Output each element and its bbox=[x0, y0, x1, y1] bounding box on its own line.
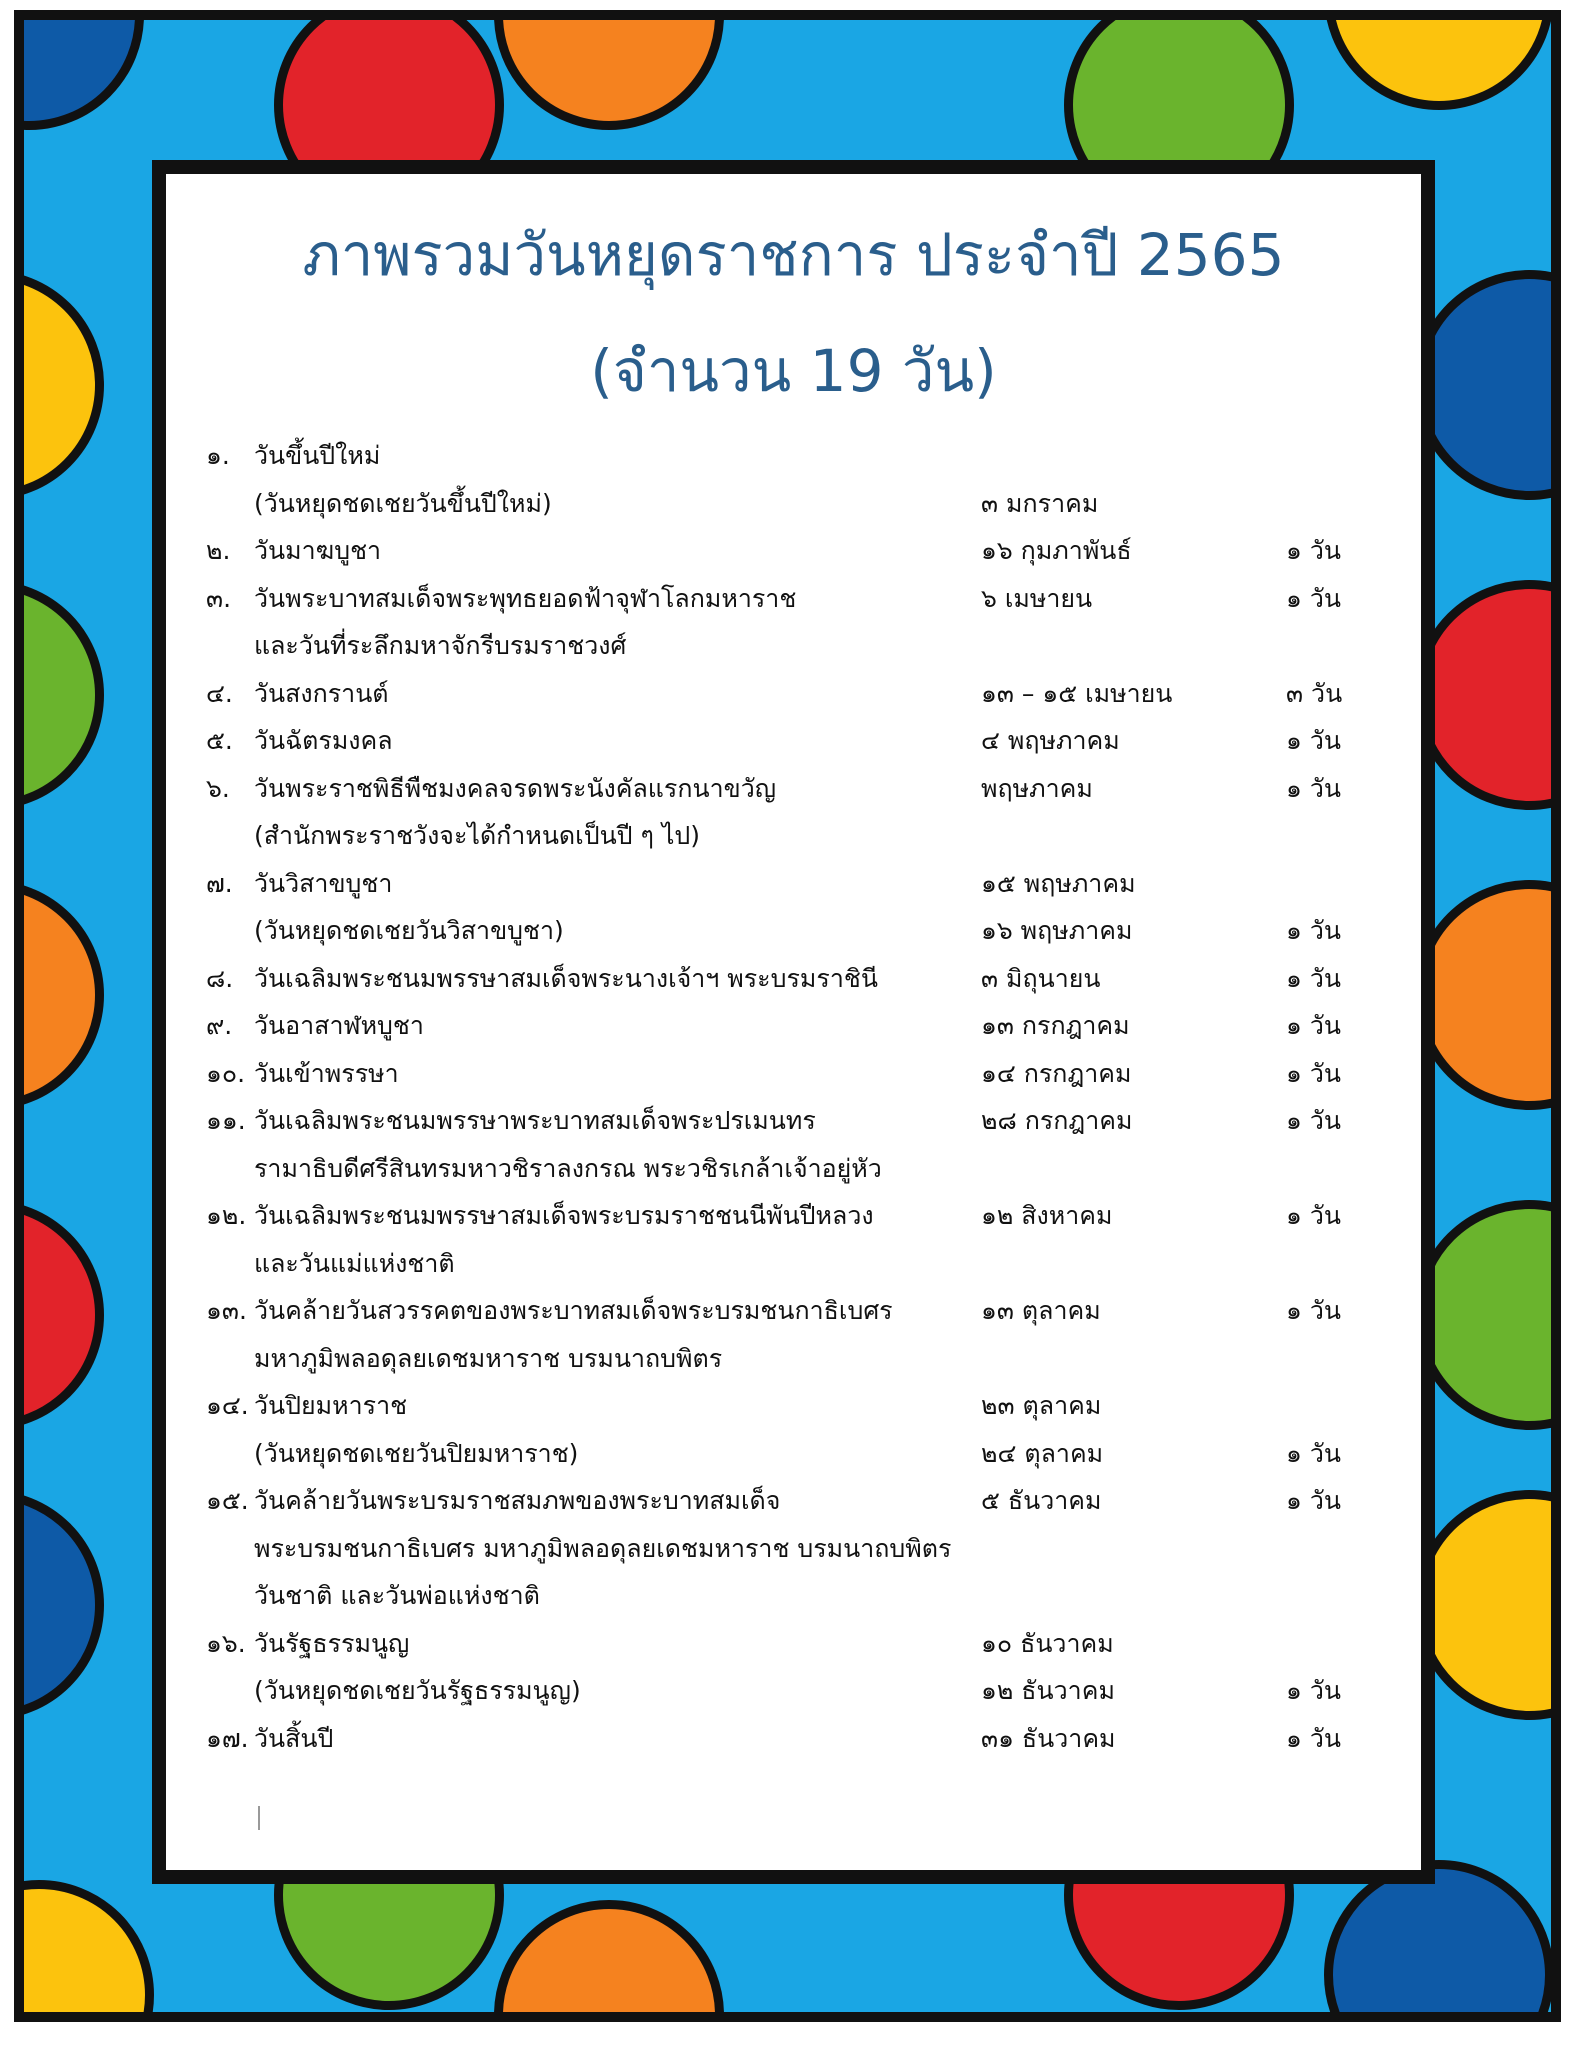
holiday-days: ๑ วัน bbox=[1286, 916, 1341, 945]
polka-dot bbox=[1324, 10, 1554, 110]
holiday-days: ๑ วัน bbox=[1286, 1201, 1341, 1230]
holiday-number: ๑๒. bbox=[206, 1201, 247, 1230]
page-title: ภาพรวมวันหยุดราชการ ประจำปี 2565 bbox=[302, 221, 1285, 289]
holiday-number: ๓. bbox=[206, 583, 232, 613]
polka-dot bbox=[1414, 880, 1561, 1110]
holiday-line bbox=[166, 1430, 1421, 1478]
holiday-days: ๑ วัน bbox=[1286, 583, 1341, 613]
holiday-line bbox=[166, 622, 1421, 670]
holiday-name: วันคล้ายวันสวรรคตของพระบาทสมเด็จพระบรมชนกาธิเบศร bbox=[254, 1296, 893, 1325]
holiday-line bbox=[166, 1050, 1421, 1098]
holiday-name: วันฉัตรมงคล bbox=[254, 726, 393, 755]
holiday-name: วันเข้าพรรษา bbox=[254, 1058, 399, 1088]
holiday-name: วันพระราชพิธีพืชมงคลจรดพระนังคัลแรกนาขวัญ bbox=[254, 773, 777, 803]
holiday-line bbox=[166, 717, 1421, 765]
holiday-name: วันชาติ และวันพ่อแห่งชาติ bbox=[254, 1581, 540, 1610]
polka-dot bbox=[14, 270, 104, 500]
holiday-name: วันปิยมหาราช bbox=[254, 1391, 408, 1420]
holiday-date: ๒๓ ตุลาคม bbox=[981, 1391, 1102, 1420]
holiday-number: ๑๕. bbox=[206, 1486, 249, 1515]
holiday-line bbox=[166, 1335, 1421, 1383]
holiday-name: และวันที่ระลึกมหาจักรีบรมราชวงศ์ bbox=[254, 631, 627, 660]
holiday-line bbox=[166, 1525, 1421, 1573]
holiday-number: ๑๔. bbox=[206, 1391, 249, 1420]
holiday-number: ๔. bbox=[206, 678, 233, 708]
holiday-number: ๗. bbox=[206, 868, 233, 898]
holiday-name: รามาธิบดีศรีสินทรมหาวชิราลงกรณ พระวชิรเกล้าเจ้าอยู่หัว bbox=[254, 1153, 882, 1183]
holiday-days: ๓ วัน bbox=[1286, 678, 1343, 708]
holiday-name: วันเฉลิมพระชนมพรรษาสมเด็จพระนางเจ้าฯ พระบรมราชินี bbox=[254, 963, 878, 993]
holiday-line bbox=[166, 527, 1421, 575]
holiday-line bbox=[166, 1620, 1421, 1668]
holiday-days: ๑ วัน bbox=[1286, 1486, 1341, 1515]
holiday-line bbox=[166, 907, 1421, 955]
holiday-sheet bbox=[152, 160, 1435, 1884]
holiday-number: ๖. bbox=[206, 773, 230, 803]
polka-dot bbox=[14, 880, 104, 1110]
holiday-line bbox=[166, 432, 1421, 480]
holiday-name: (วันหยุดชดเชยวันขึ้นปีใหม่) bbox=[254, 488, 552, 518]
holiday-name: (วันหยุดชดเชยวันปิยมหาราช) bbox=[254, 1438, 579, 1468]
holiday-name: วันพระบาทสมเด็จพระพุทธยอดฟ้าจุฬาโลกมหาราช bbox=[254, 583, 797, 613]
holiday-line bbox=[166, 1477, 1421, 1525]
holiday-days: ๑ วัน bbox=[1286, 726, 1341, 755]
text-cursor bbox=[258, 1806, 260, 1830]
holiday-name: วันวิสาขบูชา bbox=[254, 868, 393, 898]
holiday-line bbox=[166, 1715, 1421, 1763]
page-subtitle: (จำนวน 19 วัน) bbox=[590, 337, 997, 405]
holiday-line bbox=[166, 1002, 1421, 1050]
holiday-days: ๑ วัน bbox=[1286, 536, 1341, 565]
holiday-date: ๒๔ ตุลาคม bbox=[981, 1438, 1104, 1468]
holiday-date: ๑๓ – ๑๕ เมษายน bbox=[981, 678, 1173, 708]
holiday-date: ๓๑ ธันวาคม bbox=[981, 1723, 1116, 1753]
polka-dot bbox=[494, 10, 724, 130]
holiday-date: ๑๒ สิงหาคม bbox=[981, 1201, 1113, 1230]
holiday-days: ๑ วัน bbox=[1286, 1296, 1341, 1325]
holiday-name: วันขึ้นปีใหม่ bbox=[254, 441, 381, 470]
holiday-date: ๑๔ กรกฎาคม bbox=[981, 1058, 1132, 1088]
holiday-date: ๑๒ ธันวาคม bbox=[981, 1676, 1115, 1705]
holiday-date: ๑๓ ตุลาคม bbox=[981, 1296, 1101, 1325]
holiday-line bbox=[166, 1192, 1421, 1240]
polka-dot bbox=[14, 1490, 104, 1720]
holiday-number: ๑๓. bbox=[206, 1296, 247, 1325]
holiday-number: ๑๗. bbox=[206, 1723, 249, 1753]
holiday-line bbox=[166, 1097, 1421, 1145]
holiday-date: ๓ มิถุนายน bbox=[981, 963, 1101, 993]
holiday-date: ๖ เมษายน bbox=[981, 583, 1093, 613]
holiday-line bbox=[166, 670, 1421, 718]
holiday-name: วันเฉลิมพระชนมพรรษาพระบาทสมเด็จพระปรเมนทร bbox=[254, 1106, 816, 1135]
polka-dot bbox=[1324, 1860, 1554, 2022]
holiday-name: (สำนักพระราชวังจะได้กำหนดเป็นปี ๆ ไป) bbox=[254, 821, 701, 850]
polka-dot bbox=[494, 1900, 724, 2022]
holiday-days: ๑ วัน bbox=[1286, 963, 1341, 993]
holiday-days: ๑ วัน bbox=[1286, 1723, 1341, 1753]
holiday-line bbox=[166, 480, 1421, 528]
holiday-number: ๑๖. bbox=[206, 1628, 246, 1658]
holiday-days: ๑ วัน bbox=[1286, 1676, 1341, 1705]
holiday-date: ๑๓ กรกฎาคม bbox=[981, 1011, 1130, 1040]
holiday-date: ๔ พฤษภาคม bbox=[981, 726, 1120, 755]
polka-dot bbox=[1414, 580, 1561, 810]
holiday-line bbox=[166, 1240, 1421, 1288]
polka-dot bbox=[1414, 1490, 1561, 1720]
holiday-name: (วันหยุดชดเชยวันรัฐธรรมนูญ) bbox=[254, 1676, 581, 1705]
holiday-number: ๒. bbox=[206, 536, 231, 565]
holiday-line bbox=[166, 1145, 1421, 1193]
holiday-days: ๑ วัน bbox=[1286, 1106, 1341, 1135]
holiday-date: ๓ มกราคม bbox=[981, 488, 1099, 518]
holiday-number: ๘. bbox=[206, 963, 234, 993]
holiday-number: ๕. bbox=[206, 726, 233, 755]
polka-dot bbox=[1414, 1200, 1561, 1430]
holiday-list bbox=[166, 432, 1421, 1762]
holiday-days: ๑ วัน bbox=[1286, 1058, 1341, 1088]
holiday-name: วันสงกรานต์ bbox=[254, 678, 389, 708]
holiday-line bbox=[166, 575, 1421, 623]
polka-dot bbox=[14, 10, 144, 130]
holiday-line bbox=[166, 955, 1421, 1003]
holiday-line bbox=[166, 765, 1421, 813]
holiday-date: พฤษภาคม bbox=[981, 773, 1093, 803]
holiday-line bbox=[166, 812, 1421, 860]
holiday-name: และวันแม่แห่งชาติ bbox=[254, 1248, 455, 1278]
holiday-name: วันอาสาฬหบูชา bbox=[254, 1011, 424, 1040]
holiday-name: วันคล้ายวันพระบรมราชสมภพของพระบาทสมเด็จ bbox=[254, 1486, 781, 1515]
holiday-number: ๑. bbox=[206, 441, 230, 470]
holiday-days: ๑ วัน bbox=[1286, 1438, 1341, 1468]
holiday-date: ๒๘ กรกฎาคม bbox=[981, 1106, 1133, 1135]
polka-dot bbox=[1414, 270, 1561, 500]
holiday-name: วันเฉลิมพระชนมพรรษาสมเด็จพระบรมราชชนนีพันปีหลวง bbox=[254, 1201, 874, 1230]
polka-dot bbox=[14, 1880, 154, 2022]
holiday-line bbox=[166, 1382, 1421, 1430]
holiday-date: ๑๖ พฤษภาคม bbox=[981, 916, 1133, 945]
holiday-name: มหาภูมิพลอดุลยเดชมหาราช บรมนาถบพิตร bbox=[254, 1343, 723, 1373]
holiday-date: ๕ ธันวาคม bbox=[981, 1486, 1102, 1515]
holiday-name: (วันหยุดชดเชยวันวิสาขบูชา) bbox=[254, 916, 564, 945]
holiday-date: ๑๕ พฤษภาคม bbox=[981, 868, 1136, 898]
holiday-number: ๑๐. bbox=[206, 1058, 246, 1088]
holiday-name: พระบรมชนกาธิเบศร มหาภูมิพลอดุลยเดชมหาราช บรมนาถบพิตร bbox=[254, 1533, 952, 1563]
holiday-line bbox=[166, 1287, 1421, 1335]
holiday-line bbox=[166, 1572, 1421, 1620]
holiday-days: ๑ วัน bbox=[1286, 1011, 1341, 1040]
holiday-number: ๙. bbox=[206, 1011, 233, 1040]
holiday-number: ๑๑. bbox=[206, 1106, 246, 1135]
polka-dot bbox=[14, 1200, 104, 1430]
holiday-name: วันรัฐธรรมนูญ bbox=[254, 1628, 410, 1658]
polka-dot bbox=[14, 580, 104, 810]
holiday-days: ๑ วัน bbox=[1286, 773, 1341, 803]
holiday-date: ๑๖ กุมภาพันธ์ bbox=[981, 536, 1132, 565]
holiday-name: วันมาฆบูชา bbox=[254, 536, 382, 565]
holiday-line bbox=[166, 860, 1421, 908]
holiday-name: วันสิ้นปี bbox=[254, 1723, 334, 1753]
holiday-date: ๑๐ ธันวาคม bbox=[981, 1628, 1114, 1658]
holiday-line bbox=[166, 1667, 1421, 1715]
